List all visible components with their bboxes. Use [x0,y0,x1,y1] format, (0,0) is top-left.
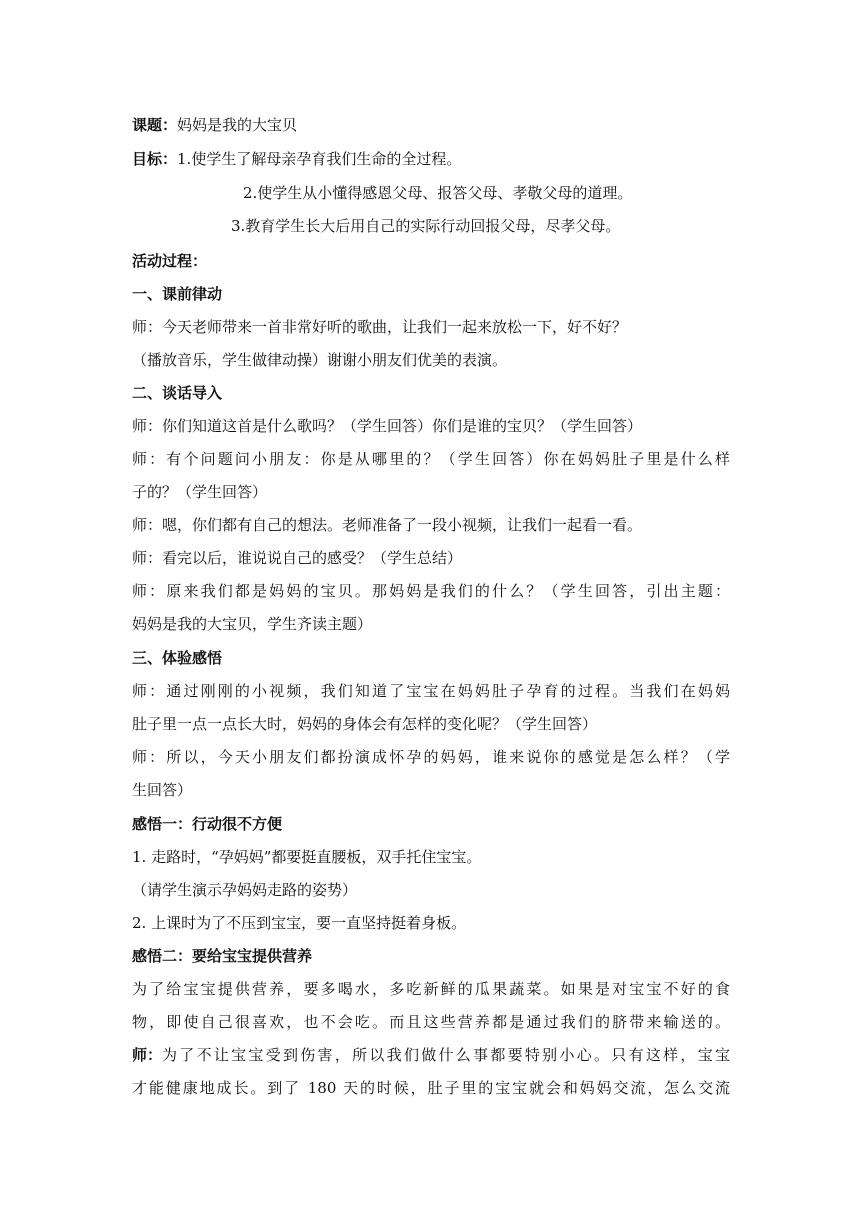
section-heading-3: 三、体验感悟 [132,649,223,667]
process-heading: 活动过程： [132,252,208,270]
lesson-title [132,114,297,136]
paragraph-line: 师：有个问题问小朋友：你是从哪里的？（学生回答）你在妈妈肚子里是什么样 [132,450,730,468]
goals-label: 目标： [132,150,178,168]
paragraph-line: 才能健康地成长。到了 180 天的时候，肚子里的宝宝就会和妈妈交流，怎么交流 [132,1079,730,1097]
goal-item-2: 2.使学生从小懂得感恩父母、报答父母、孝敬父母的道理。 [243,184,633,202]
title-label: 课题： [132,116,178,134]
paragraph-line: 师：原来我们都是妈妈的宝贝。那妈妈是我们的什么？（学生回答，引出主题： [132,582,730,600]
paragraph-line: 师：今天老师带来一首非常好听的歌曲，让我们一起来放松一下，好不好？ [132,318,628,336]
paragraph-line: 肚子里一点一点长大时，妈妈的身体会有怎样的变化呢？（学生回答） [132,715,598,733]
paragraph-line: 1. 走路时，“孕妈妈”都要挺直腰板，双手托住宝宝。 [132,848,482,866]
paragraph-line: （播放音乐，学生做律动操）谢谢小朋友们优美的表演。 [132,351,508,369]
teacher-line [132,1044,730,1066]
paragraph-line: 师：所以，今天小朋友们都扮演成怀孕的妈妈，谁来说你的感觉是怎么样？（学 [132,748,730,766]
paragraph-line: 师：通过刚刚的小视频，我们知道了宝宝在妈妈肚子孕育的过程。当我们在妈妈 [132,682,730,700]
paragraph-line: 妈妈是我的大宝贝，学生齐读主题） [132,615,373,633]
section-heading-2: 二、谈话导入 [132,384,223,402]
paragraph-line: 师：你们知道这首是什么歌吗？（学生回答）你们是谁的宝贝？（学生回答） [132,417,643,435]
paragraph-line: 物，即使自己很喜欢，也不会吃。而且这些营养都是通过我们的脐带来输送的。 [132,1013,730,1031]
goal-item-1: 1.使学生了解母亲孕育我们生命的全过程。 [177,150,462,168]
goal-line-1 [132,148,461,170]
teacher-label: 师： [132,1046,163,1064]
teacher-text: 为了不让宝宝受到伤害，所以我们做什么事都要特别小心。只有这样，宝宝 [162,1046,730,1064]
paragraph-line: 生回答） [132,781,193,799]
paragraph-line: 子的？（学生回答） [132,483,268,501]
paragraph-line: 2. 上课时为了不压到宝宝，要一直坚持挺着身板。 [132,914,467,932]
paragraph-line: （请学生演示孕妈妈走路的姿势） [132,881,358,899]
insight-heading-1: 感悟一：行动很不方便 [132,815,283,833]
title-text: 妈妈是我的大宝贝 [177,116,298,134]
insight-heading-2: 感悟二：要给宝宝提供营养 [132,947,313,965]
paragraph-line: 为了给宝宝提供营养，要多喝水，多吃新鲜的瓜果蔬菜。如果是对宝宝不好的食 [132,980,730,998]
section-heading-1: 一、课前律动 [132,285,223,303]
paragraph-line: 师：嗯，你们都有自己的想法。老师准备了一段小视频，让我们一起看一看。 [132,516,643,534]
paragraph-line: 师：看完以后，谁说说自己的感受？（学生总结） [132,549,463,567]
goal-item-3: 3.教育学生长大后用自己的实际行动回报父母，尽孝父母。 [231,217,621,235]
